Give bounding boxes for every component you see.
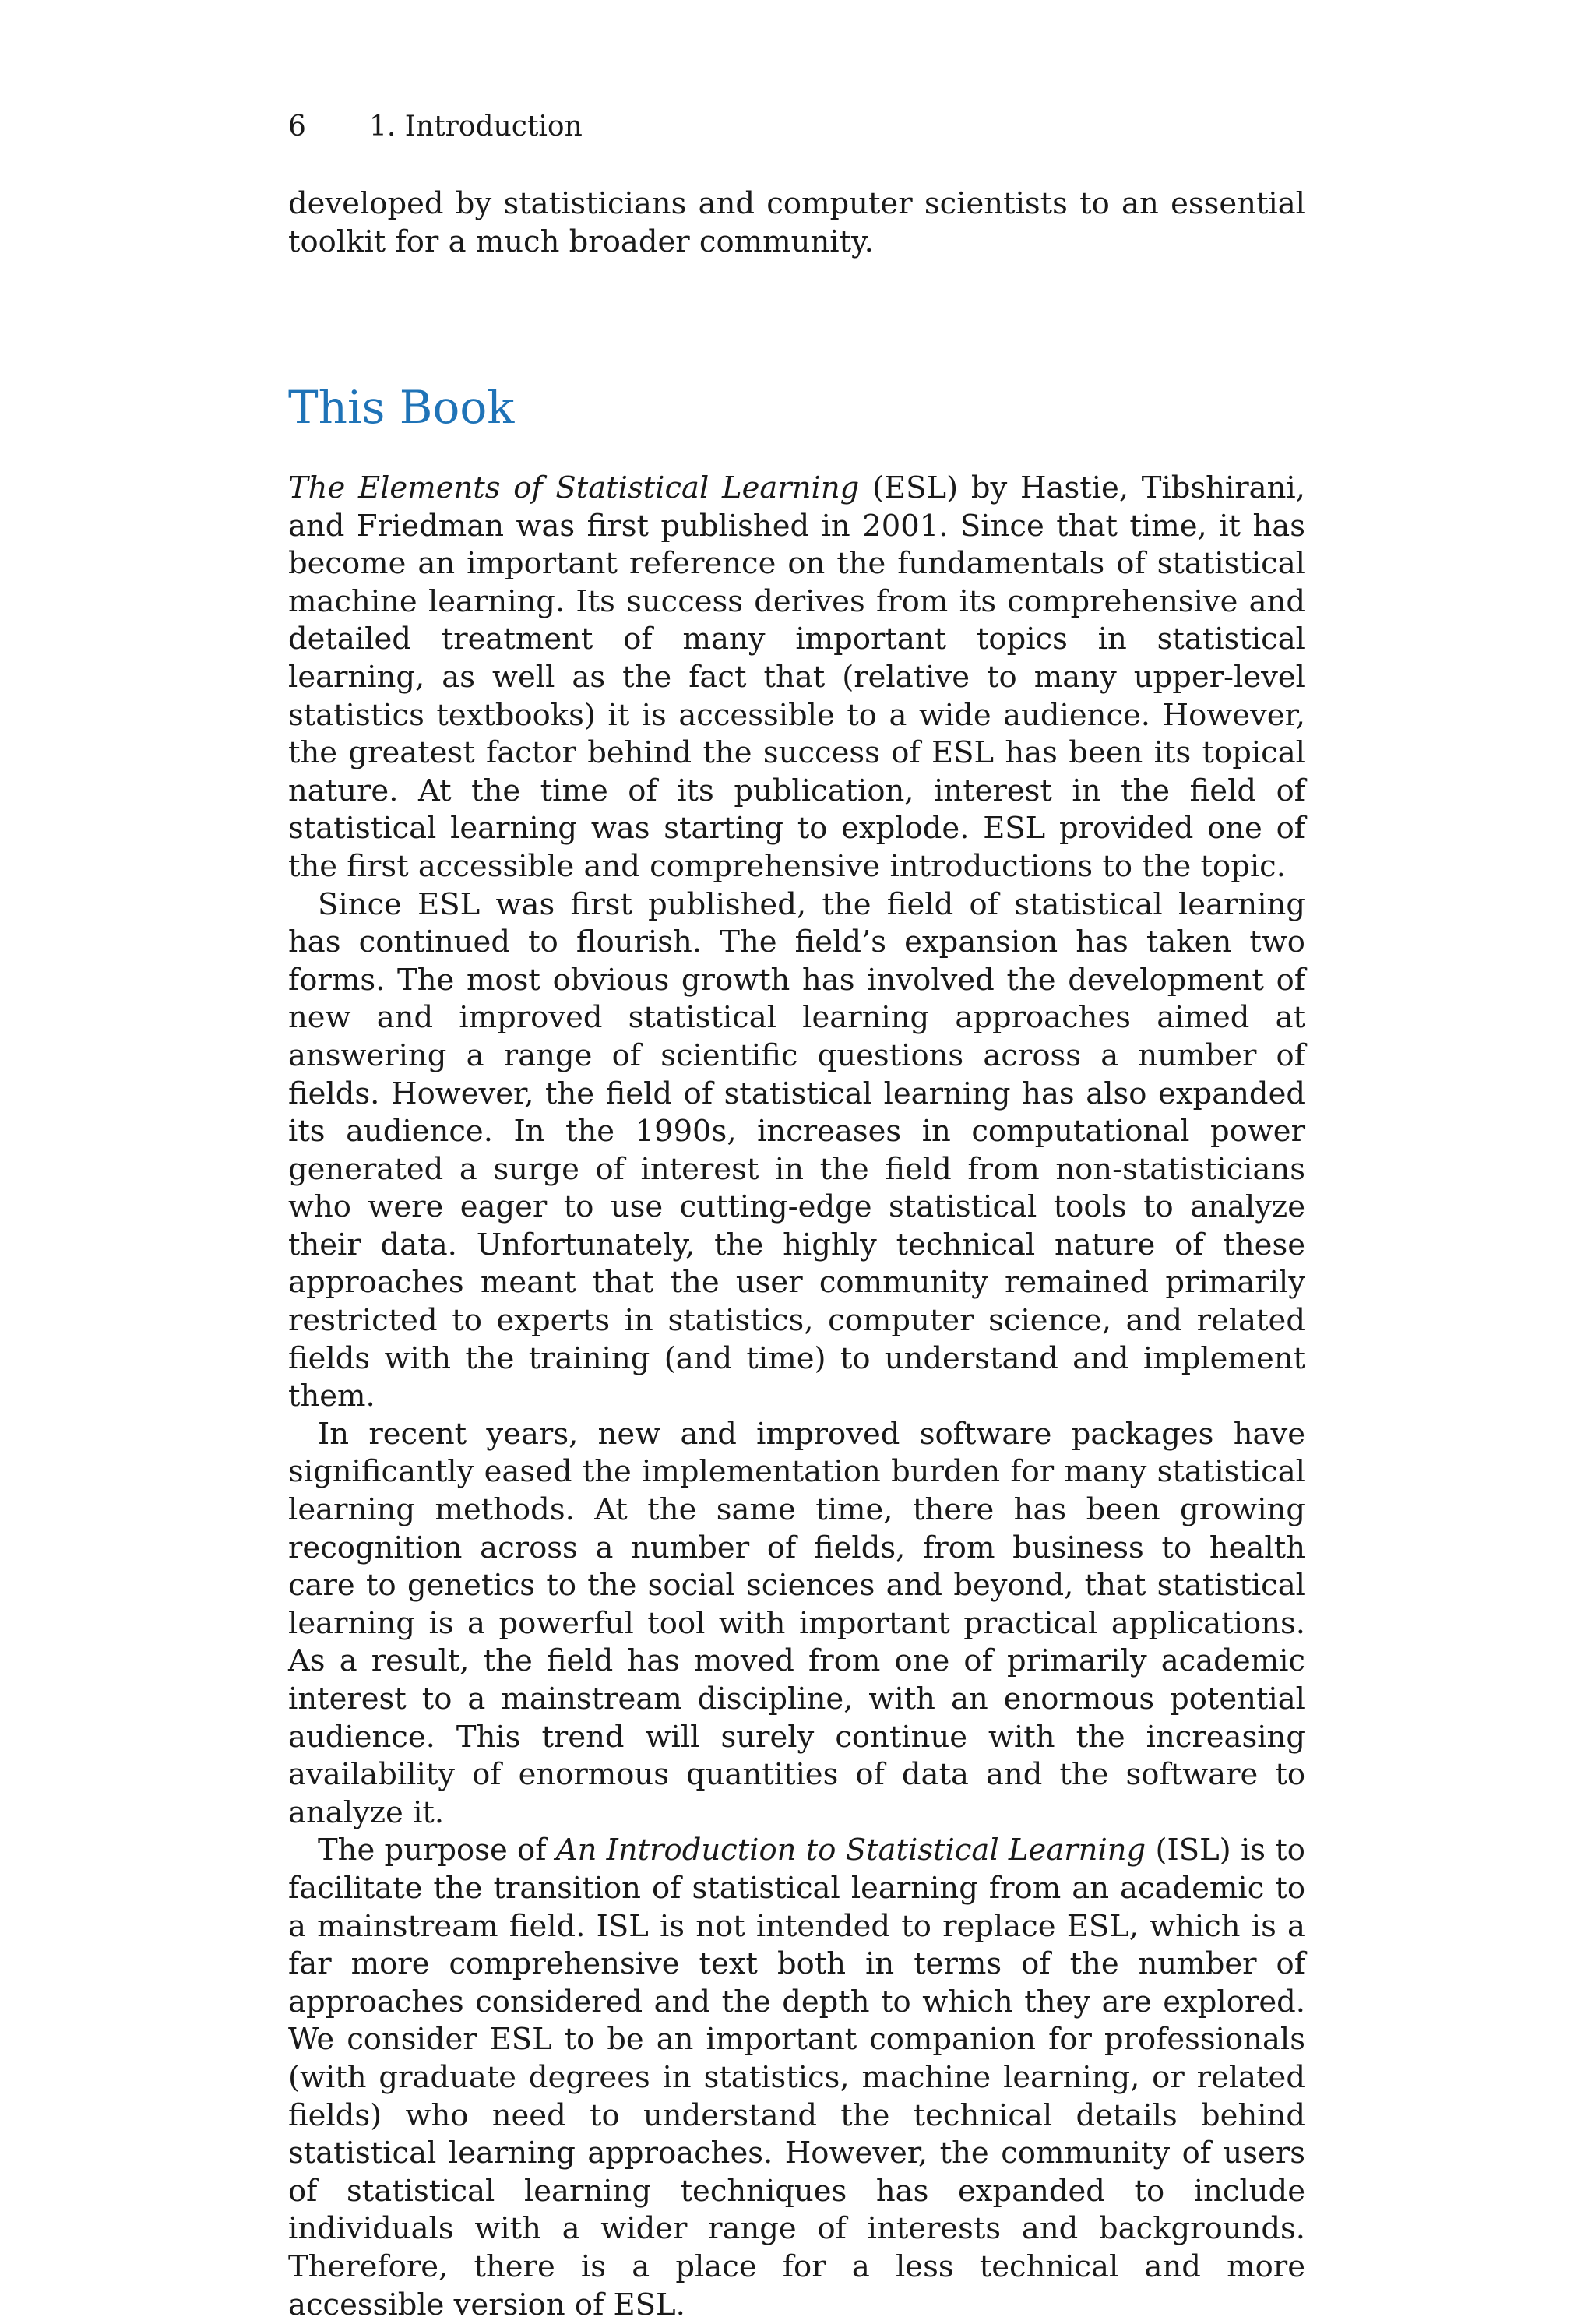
paragraph-1 [288, 470, 1305, 886]
paragraph-1-text: (ESL) by Hastie, Tibshirani, and Friedman was first published in 2001. Since that time, it has become an important reference on the fundamentals of statistical machine learning. Its success derives from its comprehensive and detailed treatment of many important topics in statistical learning, as well as the fact that (relative to many upper-level statistics textbooks) it is accessible to a wide audience. However, the greatest factor behind the success of ESL has been its topical nature. At the time of its publication, interest in the field of statistical learning was starting to explode. ESL provided one of the first accessible and comprehensive introductions to the topic. [288, 470, 1305, 884]
esl-book-title: The Elements of Statistical Learning [288, 470, 860, 505]
paragraph-4-text: (ISL) is to facilitate the transition of statistical learning from an academic to a mainstream field. ISL is not intended to replace ESL, which is a far more comprehensive text both in terms of the number of approaches considered and the depth to which they are explored. We consider ESL to be an important companion for professionals (with graduate degrees in statistics, machine learning, or related fields) who need to understand the technical details behind statistical learning approaches. However, the community of users of statistical learning techniques has expanded to include individuals with a wider range of interests and backgrounds. Therefore, there is a place for a less technical and more accessible version of ESL. [288, 1833, 1305, 2322]
chapter-title: 1. Introduction [369, 111, 583, 143]
paragraph-4 [288, 1832, 1305, 2324]
isl-book-title: An Introduction to Statistical Learning [555, 1833, 1146, 1868]
continued-paragraph: developed by statisticians and computer scientists to an essential toolkit for a much broader community. [288, 186, 1305, 259]
paragraph-2: Since ESL was first published, the field of statistical learning has continued to flourish. The field’s expansion has taken two forms. The most obvious growth has involved the development of new and improved statistical learning approaches aimed at answering a range of scientific questions across a number of fields. However, the field of statistical learning has also expanded its audience. In the 1990s, increases in computational power generated a surge of interest in the field from non-statisticians who were eager to use cutting-edge statistical tools to analyze their data. Unfortunately, the highly technical nature of these approaches meant that the user community remained primarily restricted to experts in statistics, computer science, and related fields with the training (and time) to understand and implement them. [288, 886, 1305, 1414]
paragraph-4-lead: The purpose of [318, 1833, 556, 1868]
section-heading: This Book [288, 381, 515, 434]
running-header [288, 107, 583, 146]
paragraph-3: In recent years, new and improved software packages have significantly eased the implementation burden for many statistical learning methods. At the same time, there has been growing recognition across a number of fields, from business to health care to genetics to the social sciences and beyond, that statistical learning is a powerful tool with important practical applications. As a result, the field has moved from one of primarily academic interest to a mainstream discipline, with an enormous potential audience. This trend will surely continue with the increasing availability of enormous quantities of data and the software to analyze it. [288, 1416, 1305, 1830]
page-number: 6 [288, 111, 306, 143]
section-body [288, 470, 1305, 2324]
